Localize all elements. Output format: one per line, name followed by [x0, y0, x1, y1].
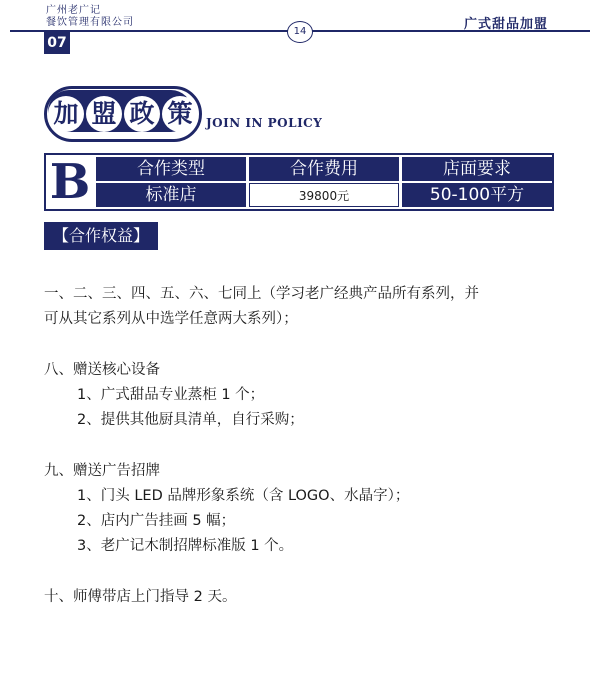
benefit-item-10: 十、师傅带店上门指导 2 天。 — [44, 589, 237, 605]
value-cell-type: 标准店 — [96, 183, 246, 207]
title-char: 策 — [162, 96, 198, 132]
title-char: 加 — [48, 96, 84, 132]
benefit-item-8-sub-2: 2、提供其他厨具清单，自行采购； — [77, 412, 304, 428]
benefit-item-9-sub-2: 2、店内广告挂画 5 幅； — [77, 513, 236, 529]
benefit-item-8-sub-1: 1、广式甜品专业蒸柜 1 个； — [77, 387, 265, 403]
benefit-item-1-line1: 一、二、三、四、五、六、七同上（学习老广经典产品所有系列，并 — [44, 286, 479, 302]
value-cell-fee: 39800元 — [249, 183, 399, 207]
benefit-item-1-line2: 可从其它系列从中选学任意两大系列）； — [44, 311, 298, 327]
cooperation-table — [44, 153, 554, 211]
company-name — [46, 5, 134, 29]
benefits-heading: 【合作权益】 — [44, 222, 158, 250]
benefit-item-8-title: 八、赠送核心设备 — [44, 362, 160, 378]
title-char: 盟 — [86, 96, 122, 132]
title-char: 政 — [124, 96, 160, 132]
benefit-item-9-title: 九、赠送广告招牌 — [44, 463, 160, 479]
title-english: JOIN IN POLICY — [206, 116, 323, 130]
value-cell-requirement: 50-100平方 — [402, 183, 552, 207]
header-cell-fee: 合作费用 — [249, 157, 399, 181]
table-letter: B — [49, 154, 91, 210]
header-cell-requirement: 店面要求 — [402, 157, 552, 181]
header-cell-type: 合作类型 — [96, 157, 246, 181]
title-chars — [44, 86, 202, 142]
brand-tag: 广式甜品加盟 — [463, 17, 548, 32]
page-number: 14 — [287, 21, 313, 43]
benefit-item-9-sub-3: 3、老广记木制招牌标准版 1 个。 — [77, 538, 294, 554]
section-number: 07 — [44, 32, 70, 54]
company-name-line1: 广州老广记 — [46, 5, 101, 16]
benefit-item-9-sub-1: 1、门头 LED 品牌形象系统（含 LOGO、水晶字）； — [77, 488, 410, 504]
company-name-line2: 餐饮管理有限公司 — [46, 17, 134, 28]
benefits-body — [44, 282, 560, 610]
